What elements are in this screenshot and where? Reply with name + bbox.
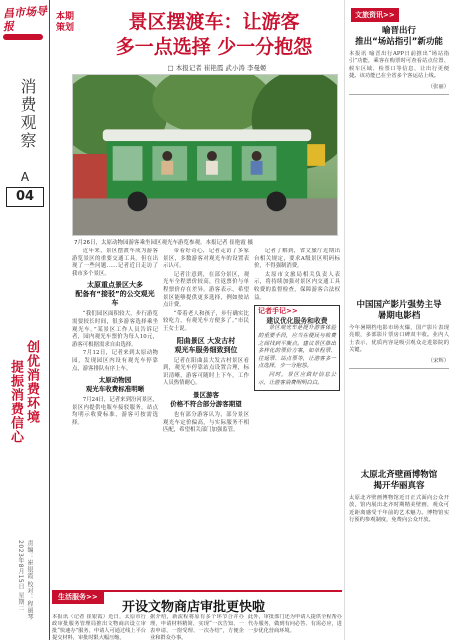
masthead-text-2: 报 (2, 19, 15, 34)
article-body (72, 248, 340, 583)
news-item-headline: 中国国产影片强势主导 暑期电影档 (356, 300, 442, 321)
masthead-brush-icon (3, 34, 43, 40)
headline-line-2: 多一点选择 少一分抱怨 (115, 36, 313, 58)
paragraph: “我们园区面积较大，步行游览需要较长时间，很多游客选择乘坐观光车。”某景区工作人员告诉记者，园内观光车票价为每人10元，游客可根据需求自由选择。 (72, 311, 158, 348)
paragraph: 记者了解到，省文旅厅近期出台相关规定，要求A级景区明码标价，不得强制消费。 (254, 248, 340, 270)
subheading-line: 观光车收费标准明晰 (85, 385, 145, 394)
main-article (52, 0, 342, 640)
paragraph: 近年来，景区摆渡车成为游客游览景区的重要交通工具。但在出现了一些问题……记者近日走访了我市多个景区。 (72, 248, 158, 277)
subheading (72, 376, 158, 394)
bottom-body (52, 614, 342, 640)
masthead-text: 昌市场导 (2, 4, 48, 21)
subheading (163, 337, 249, 355)
slogan-1: 创优消费环境 (24, 340, 39, 424)
subheading-line: 太原动物园 (98, 376, 132, 385)
news-item-2 (349, 300, 449, 369)
paragraph: 太原市文旅局相关负责人表示，将持续加强对景区内交通工具收费的监督检查，保障游客合法权益。 (254, 271, 340, 301)
subheading-line: 观光车服务细致到位 (174, 345, 238, 354)
headline (86, 10, 342, 60)
bottom-news (52, 590, 342, 640)
headline-line-1: 景区摆渡车：让游客 (128, 11, 300, 33)
subheading-line: 价格不符合部分游客期望 (170, 399, 242, 408)
reporter-notes-heading: 建议优化服务和收费 (266, 316, 328, 325)
page-letter: A (20, 170, 30, 184)
life-service-tag: 生活服务>> (52, 590, 104, 604)
editor-info: 责编：崔银霞 校对：程丽琴 2023年8月15日 星期二 (17, 540, 33, 621)
bottom-column-3: 此外，审批部门还为申请人提供全程帮办代办服务，做到有问必答、有需必应，进一步优化营商环境。 (248, 614, 342, 634)
paragraph: 7月24日，记者来到汾河景区，景区内提供电瓶车接驳服务，站点均明示收费标准，游客可按需选择。 (72, 397, 158, 426)
bottom-column-2: 据介绍，新流程将原有多个环节合并办理，申请材料精简，实现“一次告知、一表申请、一窗受理、一次办结”，方便企业和群众办事。 (150, 614, 244, 640)
divider (349, 94, 449, 95)
subheading-line: 太原重点景区大多 (87, 281, 143, 290)
news-item-author: （宋辉） (427, 357, 449, 364)
slogan-2: 提振消费信心 (8, 360, 23, 444)
bottom-headline: 开设文物商店审批更快啦 (122, 600, 266, 615)
paragraph: 也有部分游客认为，部分景区观光车定价偏高，与实际服务不相匹配，希望相关部门加强监管。 (163, 411, 249, 434)
reporter-notes-title: 记者手记>> (258, 307, 298, 316)
bottom-column-1: 本报讯（记者 崔银霞）近日，太原市行政审批服务管理局推出文物商店设立审批“快速办”服务，申请人可通过线上平台提交材料，审批时限大幅压缩。 (52, 614, 146, 640)
subheading (163, 391, 249, 409)
paragraph: 带着好奇心，记者走访了多家景区，多数游客对观光车的设置表示认可。 (163, 248, 249, 270)
news-item-text: 太原北齐壁画博物馆近日正式面向公众开放，馆内展出北齐时期精美壁画，观众可近距离感受千年前的艺术魅力。博物馆实行预约参观制度，免费向公众开放。 (349, 495, 449, 524)
masthead-logo (3, 6, 47, 64)
column-tag: 本期策划 (56, 12, 75, 33)
right-column (344, 0, 450, 640)
paragraph: 同时，景区应做好信息公示，让游客消费明明白白。 (258, 371, 336, 386)
news-item-3 (349, 470, 449, 525)
paragraph: 景区观光车是提升游客体验的重要手段，应当在便民与收费之间找到平衡点。建议景区推出多样化的票价方案，如单程票、往返票、站点票等，让游客多一点选择，少一分抱怨。 (258, 325, 336, 370)
news-item-headline: 喻晋出行 推出“场站指引”新功能 (355, 26, 443, 47)
left-strip (0, 0, 50, 640)
article-column-2 (163, 248, 249, 583)
paragraph: 记者注意到，在部分景区，观光车全程票价较高，往返票价与单程票价存在差异。游客表示，希望景区能够提供更多选择，例如按站点计费。 (163, 271, 249, 309)
shuttle-car-photo-icon (73, 75, 337, 235)
page-code (6, 170, 44, 207)
paragraph: 记者在阳曲县大发古村景区看到，观光车停靠站点设置合理，标识清晰，游客可随时上下车，工作人员热情耐心。 (163, 357, 249, 387)
photo-caption: 7月26日，太原动物园游客乘坐园区观光车游览参观。本报记者 崔艳霞 摄 (74, 240, 253, 246)
news-item-text: 本报讯 喻晋出行APP日前推出“场站指引”功能，乘客在购票时可查看站点位置、候车区域、检票口等信息，让出行更便捷。该功能已在全省多个客运站上线。 (349, 51, 449, 80)
reporter-notes-box (254, 305, 340, 391)
article-column-1 (72, 248, 158, 583)
byline: □ 本报记者 崔艳霞 武小涛 李曼姬 (167, 64, 267, 72)
paragraph: 7月12日，记者来到太原动物园，发现园区内设有观光车停靠点，游客排队有序上车。 (72, 350, 158, 372)
news-item-text: 今年暑期档电影市场火爆，国产影片表现亮眼，多部影片票房口碑双丰收。业内人士表示，优质内容是吸引观众走进影院的关键。 (349, 325, 449, 354)
section-name: 消费观察 (18, 78, 37, 150)
news-photo (72, 74, 338, 236)
subheading (72, 281, 158, 308)
paragraph: “带着老人和孩子，步行确实比较吃力，有观光车方便多了。”市民王女士说。 (163, 310, 249, 332)
subheading-line: 阳曲景区 大发古村 (176, 336, 236, 345)
news-item-author: （张丽） (427, 83, 449, 90)
news-item-1 (349, 26, 449, 95)
divider (349, 368, 449, 369)
article-column-3 (254, 248, 340, 583)
subheading-line: 配备有“接驳”的公交观光车 (75, 290, 155, 308)
subheading-line: 景区游客 (193, 390, 219, 399)
culture-news-tag: 文旅资讯>> (351, 8, 399, 22)
page-number: 04 (6, 187, 44, 207)
news-item-headline: 太原北斉壁画博物馆 揭开华丽真容 (360, 470, 438, 491)
